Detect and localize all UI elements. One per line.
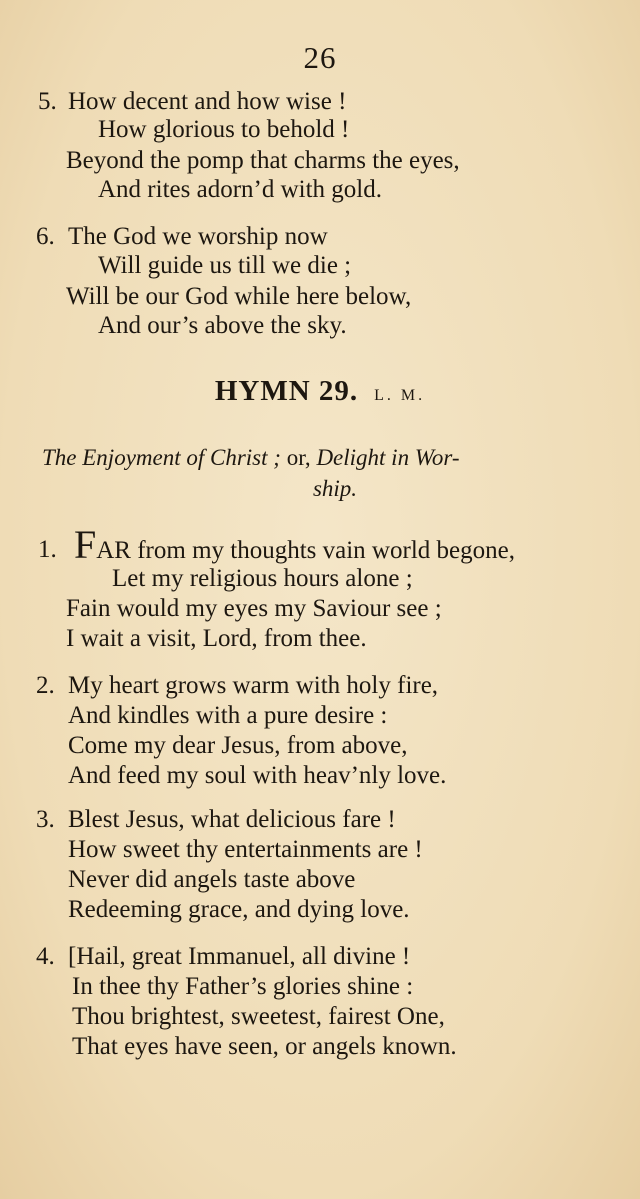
verse-number: 2. <box>36 672 55 699</box>
verse-line: I wait a visit, Lord, from thee. <box>66 625 367 652</box>
verse-line: Redeeming grace, and dying love. <box>68 896 410 923</box>
verse-line: Thou brightest, sweetest, fairest One, <box>72 1003 445 1030</box>
verse-line: The God we worship now <box>68 223 328 250</box>
verse-number: 4. <box>36 943 55 970</box>
verse-line: And kindles with a pure desire : <box>68 702 388 729</box>
verse-line: And feed my soul with heav’nly love. <box>68 762 447 789</box>
page-number: 26 <box>303 40 337 75</box>
subtitle-part: Delight in Wor- <box>316 445 460 470</box>
verse-number: 5. <box>38 88 57 115</box>
verse-line: In thee thy Father’s glories shine : <box>72 973 414 1000</box>
verse-line: Let my religious hours alone ; <box>112 565 413 592</box>
verse-line: Will guide us till we die ; <box>98 252 352 279</box>
verse-line: Come my dear Jesus, from above, <box>68 732 408 759</box>
verse-line: My heart grows warm with holy fire, <box>68 672 439 699</box>
subtitle-or: or, <box>286 445 311 470</box>
verse-line: Blest Jesus, what delicious fare ! <box>68 806 396 833</box>
verse-number: 6. <box>36 223 55 250</box>
hymn-title <box>0 375 640 408</box>
verse-line: Beyond the pomp that charms the eyes, <box>66 147 460 174</box>
hymn-meter: L. M. <box>374 387 426 404</box>
verse-line: Will be our God while here below, <box>66 283 412 310</box>
hymn-title-text: HYMN 29. <box>214 375 359 407</box>
drop-cap: F <box>74 522 97 567</box>
verse-number: 3. <box>36 806 55 833</box>
hymn-subtitle <box>42 443 460 473</box>
verse-line: Fain would my eyes my Saviour see ; <box>66 595 442 622</box>
hymn-subtitle-continued: ship. <box>312 476 358 501</box>
verse-line: That eyes have seen, or angels known. <box>72 1033 457 1060</box>
verse-line: Never did angels taste above <box>68 866 356 893</box>
subtitle-part: The Enjoyment of Christ ; <box>42 445 281 470</box>
verse-line: How glorious to behold ! <box>98 116 350 143</box>
verse-number: 1. <box>38 536 57 563</box>
verse-line: How decent and how wise ! <box>68 88 347 115</box>
verse-first-line <box>74 522 515 567</box>
verse-line: How sweet thy entertainments are ! <box>68 836 423 863</box>
verse-line: AR from my thoughts vain world begone, <box>96 537 515 564</box>
verse-line: And rites adorn’d with gold. <box>98 176 382 203</box>
verse-line: And our’s above the sky. <box>98 312 347 339</box>
verse-line: [Hail, great Immanuel, all divine ! <box>68 943 411 970</box>
